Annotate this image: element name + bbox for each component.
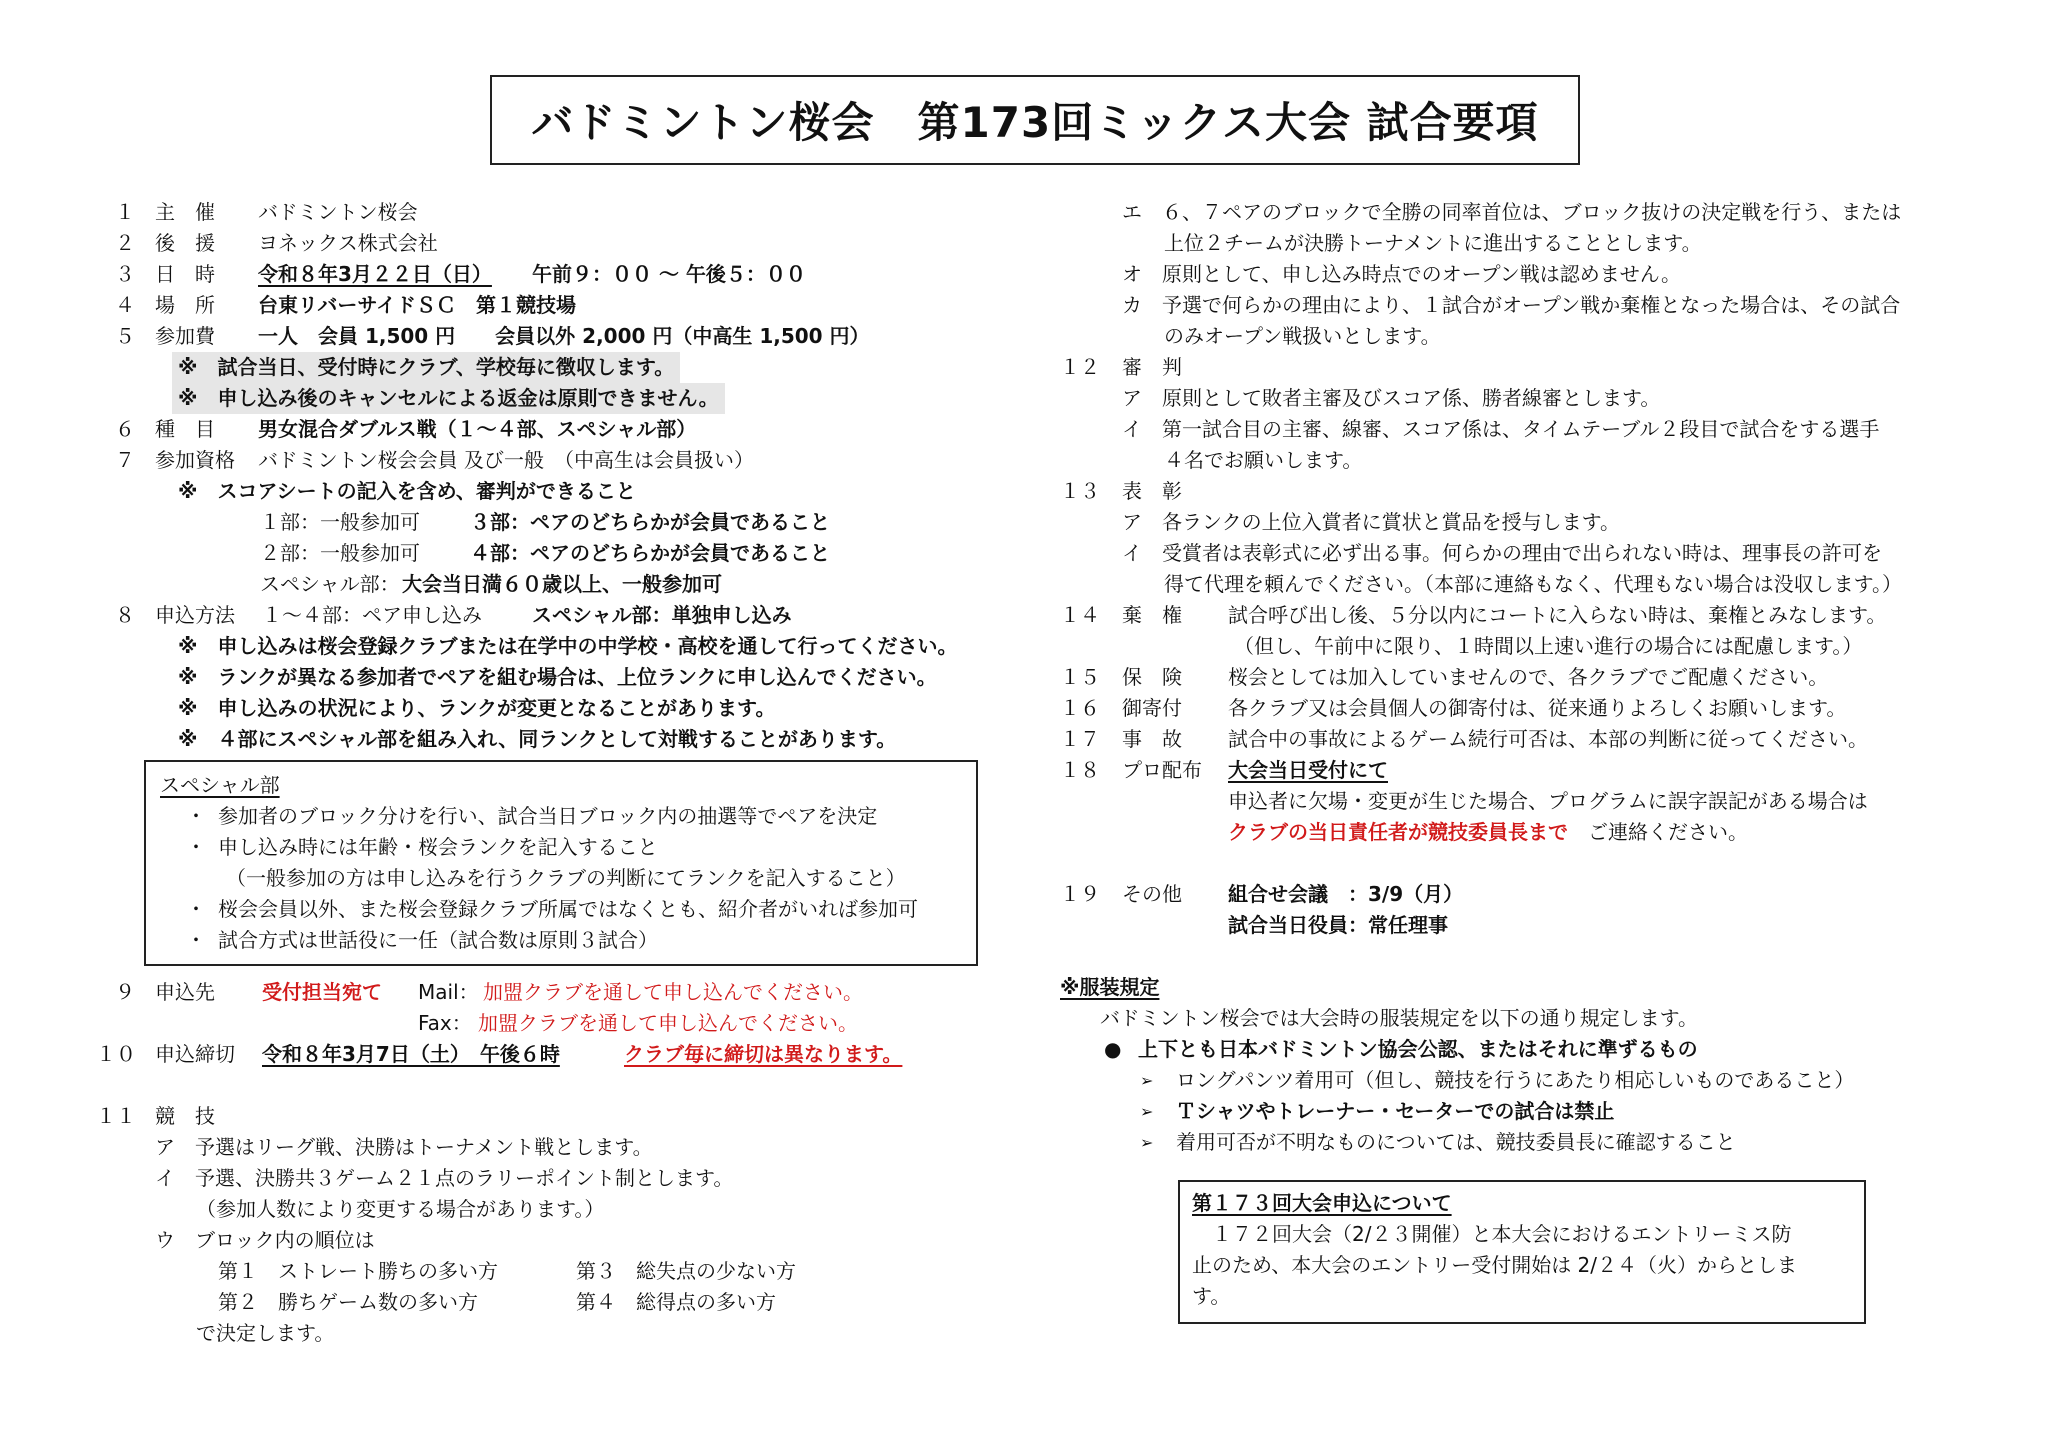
section-8-note-4: ※ ４部にスペシャル部を組み入れ、同ランクとして対戦することがあります。 [178,727,897,751]
section-3-label: 日 時 [155,262,215,286]
section-8-note-1: ※ 申し込みは桜会登録クラブまたは在学中の中学校・高校を通して行ってください。 [178,634,958,658]
section-6-number: ６ [115,417,135,441]
section-7-special-value: 大会当日満６０歳以上、一般参加可 [402,572,722,596]
section-10-note: クラブ毎に締切は異なります。 [624,1042,903,1066]
section-14-number: １４ [1060,603,1100,627]
section-5-note-2: ※ 申し込み後のキャンセルによる返金は原則できません。 [172,383,725,414]
section-8-note-2: ※ ランクが異なる参加者でペアを組む場合は、上位ランクに申し込んでください。 [178,665,937,689]
section-8-value-pair: １～４部：ペア申し込み [262,603,482,627]
section-16-label: 御寄付 [1122,696,1182,720]
section-14-value-cont: （但し、午前中に限り、１時間以上速い進行の場合には配慮します。） [1234,634,1863,658]
section-4-label: 場 所 [155,293,215,317]
section-13-label: 表 彰 [1122,479,1182,503]
section-12-i-cont: ４名でお願いします。 [1164,448,1363,472]
section-11-a: ア 予選はリーグ戦、決勝はトーナメント戦とします。 [155,1135,653,1159]
section-18-contact-rest: ご連絡ください。 [1588,820,1748,844]
section-13-a: ア 各ランクの上位入賞者に賞状と賞品を授与します。 [1122,510,1620,534]
section-11-u: ウ ブロック内の順位は [155,1228,375,1252]
section-12-a: ア 原則として敗者主審及びスコア係、勝者線審とします。 [1122,386,1661,410]
section-10-date: 令和８年3月7日（土） 午後６時 [262,1042,560,1066]
section-8-value-single: スペシャル部：単独申し込み [532,603,792,627]
section-11-e-cont: 上位２チームが決勝トーナメントに進出することとします。 [1164,231,1702,255]
section-8-note-3: ※ 申し込みの状況により、ランクが変更となることがあります。 [178,696,776,720]
section-7-number: ７ [115,448,135,472]
section-7-label: 参加資格 [155,448,235,472]
section-9-fax-label: Fax： [418,1011,472,1035]
section-17-value: 試合中の事故によるゲーム続行可否は、本部の判断に従ってください。 [1228,727,1868,751]
section-14-value: 試合呼び出し後、５分以内にコートに入らない時は、棄権とみなします。 [1228,603,1887,627]
section-12-i: イ 第一試合目の主審、線審、スコア係は、タイムテーブル２段目で試合をする選手 [1122,417,1880,441]
arrow-bullet-icon: ➢ [1140,1071,1154,1090]
dot-icon: ・ [186,835,206,859]
section-11-k: カ 予選で何らかの理由により、１試合がオープン戦か棄権となった場合は、その試合 [1122,293,1901,317]
dress-code-rule-1: ロングパンツ着用可（但し、競技を行うにあたり相応しいものであること） [1176,1068,1855,1092]
section-11-i-note: （参加人数により変更する場合があります。） [196,1197,605,1221]
section-11-k-cont: のみオープン戦扱いとします。 [1164,324,1441,348]
section-13-i-cont: 得て代理を頼んでください。（本部に連絡もなく、代理もない場合は没収します。） [1164,572,1902,596]
section-6-value: 男女混合ダブルス戦（１～４部、スペシャル部） [258,417,697,441]
notice-line-1: １７２回大会（2/２３開催）と本大会におけるエントリーミス防 [1192,1222,1792,1246]
section-2-label: 後 援 [155,231,215,255]
section-19-meeting: 組合せ会議 ：3/9（月） [1228,882,1464,906]
dress-code-intro: バドミントン桜会では大会時の服装規定を以下の通り規定します。 [1100,1006,1698,1030]
arrow-bullet-icon: ➢ [1140,1133,1154,1152]
section-2-number: ２ [115,231,135,255]
section-13-i: イ 受賞者は表彰式に必ず出る事。何らかの理由で出られない時は、理事長の許可を [1122,541,1882,565]
section-11-i: イ 予選、決勝共３ゲーム２１点のラリーポイント制とします。 [155,1166,734,1190]
black-circle-icon: ● [1104,1037,1122,1061]
section-6-label: 種 目 [155,417,215,441]
section-11-rank-1: 第１ ストレート勝ちの多い方 [218,1259,498,1283]
section-11-rank-4: 第４ 総得点の多い方 [576,1290,776,1314]
section-9-number: ９ [115,980,135,1004]
section-3-number: ３ [115,262,135,286]
dress-code-title: ※服装規定 [1060,975,1160,999]
section-18-note: 申込者に欠場・変更が生じた場合、プログラムに誤字誤記がある場合は [1228,789,1868,813]
section-15-value: 桜会としては加入していませんので、各クラブでご配慮ください。 [1228,665,1829,689]
section-15-number: １５ [1060,665,1100,689]
section-16-value: 各クラブ又は会員個人の御寄付は、従来通りよろしくお願いします。 [1228,696,1847,720]
notice-line-3: す。 [1192,1284,1231,1308]
section-1-number: １ [115,200,135,224]
dress-code-rule-2: Ｔシャツやトレーナー・セーターでの試合は禁止 [1176,1099,1615,1123]
section-13-number: １３ [1060,479,1100,503]
section-7-value: バドミントン桜会会員 及び一般 （中高生は会員扱い） [258,448,754,472]
section-7-rank-1: １部：一般参加可 [260,510,420,534]
section-18-number: １８ [1060,758,1100,782]
dress-code-main-rule: 上下とも日本バドミントン協会公認、またはそれに準ずるもの [1138,1037,1698,1061]
dot-icon: ・ [186,928,206,952]
section-11-end: で決定します。 [196,1321,335,1345]
section-3-date: 令和８年3月２２日（日） [258,262,492,286]
special-division-title: スペシャル部 [160,773,280,797]
special-bullet-2: 申し込み時には年齢・桜会ランクを記入すること [218,835,658,859]
section-9-fax-value: 加盟クラブを通して申し込んでください。 [478,1011,858,1035]
section-14-label: 棄 権 [1122,603,1182,627]
dot-icon: ・ [186,897,206,921]
section-1-label: 主 催 [155,200,215,224]
special-bullet-2-note: （一般参加の方は申し込みを行うクラブの判断にてランクを記入すること） [226,866,906,890]
section-4-value: 台東リバーサイドＳＣ 第１競技場 [258,293,576,317]
section-5-value: 一人 会員 1,500 円 会員以外 2,000 円（中高生 1,500 円） [258,324,870,348]
page-title: バドミントン桜会 第173回ミックス大会 試合要項 [531,98,1539,147]
title-box [490,75,1580,165]
section-4-number: ４ [115,293,135,317]
section-5-note-1: ※ 試合当日、受付時にクラブ、学校毎に徴収します。 [172,352,680,383]
section-8-label: 申込方法 [155,603,235,627]
special-bullet-4: 試合方式は世話役に一任（試合数は原則３試合） [218,928,658,952]
section-7-rank-3: ３部：ペアのどちらかが会員であること [470,510,830,534]
section-8-number: ８ [115,603,135,627]
section-9-mail-value: 加盟クラブを通して申し込んでください。 [483,980,863,1004]
dress-code-rule-3: 着用可否が不明なものについては、競技委員長に確認すること [1176,1130,1736,1154]
section-19-number: １９ [1060,882,1100,906]
dot-icon: ・ [186,804,206,828]
section-12-label: 審 判 [1122,355,1182,379]
section-1-value: バドミントン桜会 [258,200,418,224]
notice-title: 第１７３回大会申込について [1192,1191,1452,1215]
section-16-number: １６ [1060,696,1100,720]
special-bullet-3: 桜会会員以外、また桜会登録クラブ所属ではなくとも、紹介者がいれば参加可 [218,897,918,921]
section-2-value: ヨネックス株式会社 [258,231,438,255]
section-5-number: ５ [115,324,135,348]
section-9-label: 申込先 [155,980,215,1004]
section-11-o: オ 原則として、申し込み時点でのオープン戦は認めません。 [1122,262,1681,286]
section-10-number: １０ [96,1042,136,1066]
notice-line-2: 止のため、本大会のエントリー受付開始は 2/２４（火）からとしま [1192,1253,1798,1277]
section-11-label: 競 技 [155,1104,215,1128]
section-12-number: １２ [1060,355,1100,379]
section-11-e: エ ６、７ペアのブロックで全勝の同率首位は、ブロック抜けの決定戦を行う、または [1122,200,1902,224]
section-11-number: １１ [96,1104,136,1128]
section-7-rank-2: ２部：一般参加可 [260,541,420,565]
section-11-rank-2: 第２ 勝ちゲーム数の多い方 [218,1290,478,1314]
section-15-label: 保 険 [1122,665,1182,689]
section-3-time: 午前９：００ ～ 午後５：００ [532,262,806,286]
section-19-officials: 試合当日役員：常任理事 [1228,913,1448,937]
section-9-recipient: 受付担当宛て [262,980,382,1004]
special-bullet-1: 参加者のブロック分けを行い、試合当日ブロック内の抽選等でペアを決定 [218,804,878,828]
section-7-rank-4: ４部：ペアのどちらかが会員であること [470,541,830,565]
section-17-number: １７ [1060,727,1100,751]
section-11-rank-3: 第３ 総失点の少ない方 [576,1259,796,1283]
section-18-value: 大会当日受付にて [1228,758,1388,782]
section-18-contact-red: クラブの当日責任者が競技委員長まで [1228,820,1568,844]
section-17-label: 事 故 [1122,727,1182,751]
section-18-label: プロ配布 [1122,758,1202,782]
section-7-special-label: スペシャル部： [260,572,400,596]
section-19-label: その他 [1122,882,1182,906]
section-7-note: ※ スコアシートの記入を含め、審判ができること [178,479,636,503]
arrow-bullet-icon: ➢ [1140,1102,1154,1121]
section-10-label: 申込締切 [155,1042,235,1066]
section-9-mail-label: Mail： [418,980,479,1004]
section-5-label: 参加費 [155,324,215,348]
